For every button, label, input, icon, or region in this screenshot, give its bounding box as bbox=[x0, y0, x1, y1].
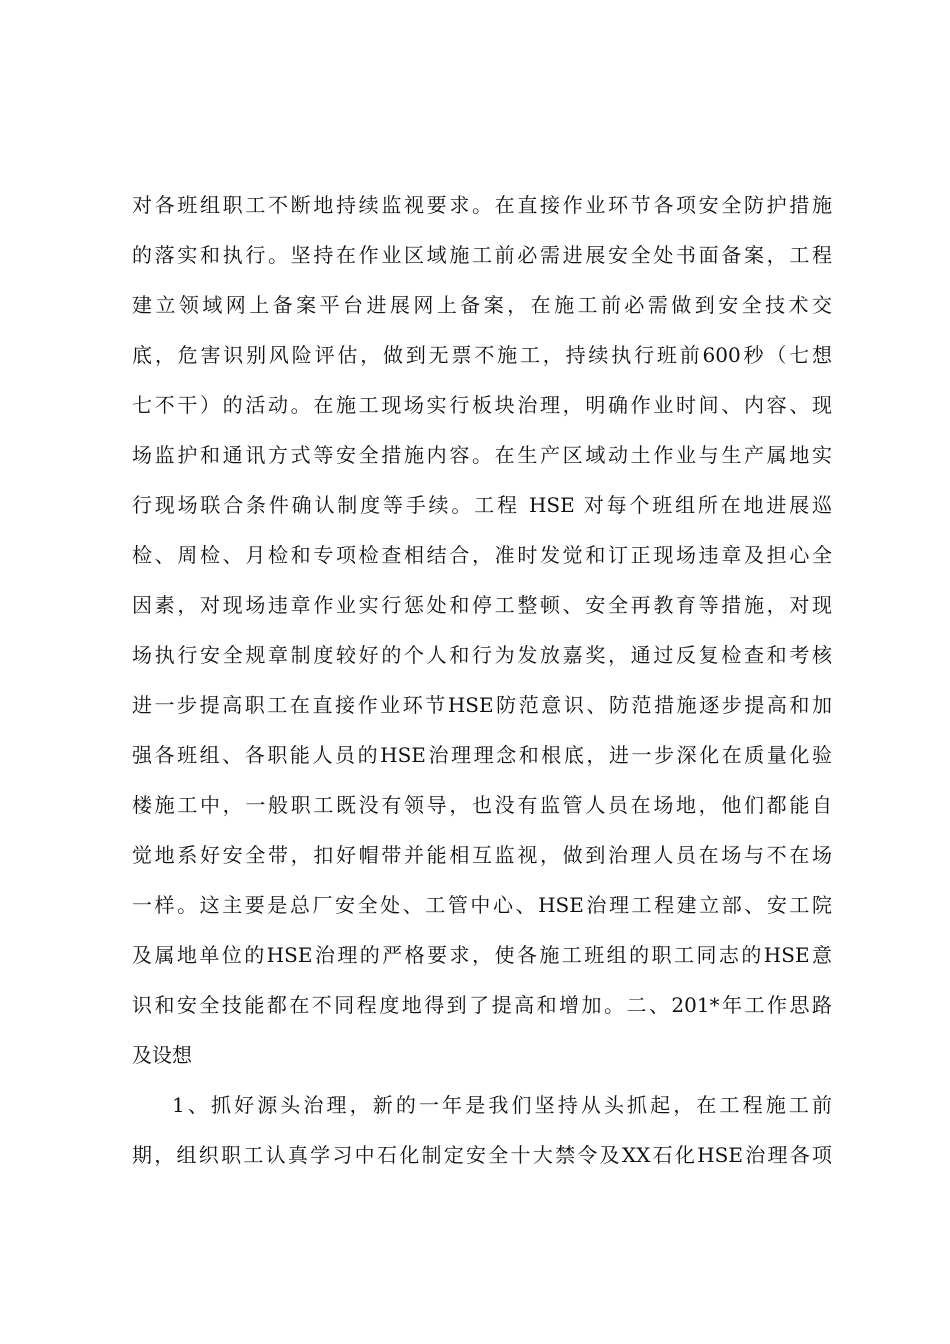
text-line: 期，组织职工认真学习中石化制定安全十大禁令及XX石化HSE治理各项 bbox=[132, 1143, 832, 1167]
text-line: 楼施工中，一般职工既没有领导，也没有监管人员在场地，他们都能自 bbox=[132, 793, 832, 817]
text-line: 识和安全技能都在不同程度地得到了提高和增加。二、201*年工作思路 bbox=[132, 993, 832, 1017]
text-line: 场执行安全规章制度较好的个人和行为发放嘉奖，通过反复检查和考核 bbox=[132, 643, 832, 667]
text-line: 的落实和执行。坚持在作业区域施工前必需进展安全处书面备案，工程 bbox=[132, 243, 832, 267]
text-line: 七不干）的活动。在施工现场实行板块治理，明确作业时间、内容、现 bbox=[132, 393, 832, 417]
text-line: 一样。这主要是总厂安全处、工管中心、HSE治理工程建立部、安工院 bbox=[132, 893, 832, 917]
text-line: 建立领域网上备案平台进展网上备案，在施工前必需做到安全技术交 bbox=[132, 293, 832, 317]
text-line: 底，危害识别风险评估，做到无票不施工，持续执行班前600秒（七想 bbox=[132, 343, 832, 367]
text-line: 场监护和通讯方式等安全措施内容。在生产区域动土作业与生产属地实 bbox=[132, 443, 832, 467]
text-line: 强各班组、各职能人员的HSE治理理念和根底，进一步深化在质量化验 bbox=[132, 743, 832, 767]
text-line: 及设想 bbox=[132, 1043, 192, 1067]
text-line: 行现场联合条件确认制度等手续。工程 HSE 对每个班组所在地进展巡 bbox=[132, 493, 832, 517]
text-line: 进一步提高职工在直接作业环节HSE防范意识、防范措施逐步提高和加 bbox=[132, 693, 832, 717]
text-line: 1、抓好源头治理，新的一年是我们坚持从头抓起，在工程施工前 bbox=[172, 1093, 832, 1117]
text-line: 觉地系好安全带，扣好帽带并能相互监视，做到治理人员在场与不在场 bbox=[132, 843, 832, 867]
text-line: 检、周检、月检和专项检查相结合，准时发觉和订正现场违章及担心全 bbox=[132, 543, 832, 567]
text-line: 及属地单位的HSE治理的严格要求，使各施工班组的职工同志的HSE意 bbox=[132, 943, 832, 967]
text-line: 对各班组职工不断地持续监视要求。在直接作业环节各项安全防护措施 bbox=[132, 193, 832, 217]
text-line: 因素，对现场违章作业实行惩处和停工整顿、安全再教育等措施，对现 bbox=[132, 593, 832, 617]
